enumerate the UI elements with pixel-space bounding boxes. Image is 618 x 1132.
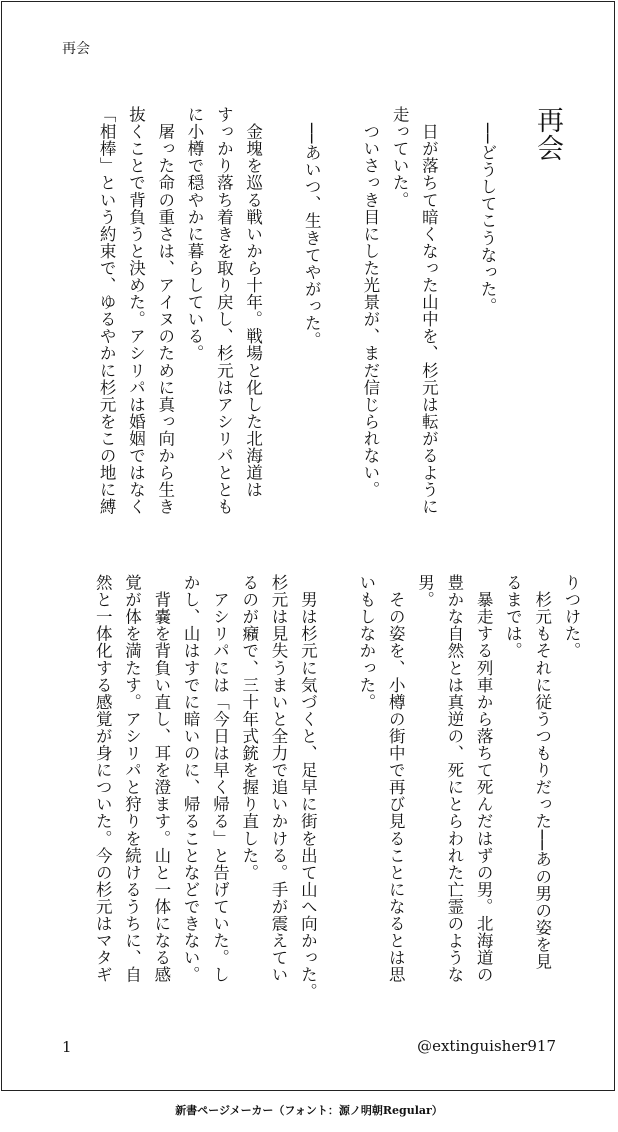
page-number: 1 — [62, 1038, 72, 1056]
text-column-upper: すっかり落ち着きを取り戻し、杉元はアシリパととも — [214, 106, 234, 516]
text-column-upper: ついさっき目にした光景が、まだ信じられない。 — [360, 106, 380, 499]
text-column-upper: 日が落ちて暗くなった山中を、杉元は転がるように — [419, 106, 439, 516]
text-column-lower: 男。 — [415, 574, 435, 609]
text-column-upper: に小樽で穏やかに暮らしている。 — [185, 106, 205, 362]
book-page — [1, 1, 615, 1091]
text-column-upper: ──どうしてこうなった。 — [478, 106, 497, 315]
text-column-lower: るまでは。 — [503, 574, 523, 660]
text-column-upper — [443, 106, 472, 526]
text-column-lower: りつけた。 — [562, 574, 581, 660]
text-column-lower: 男は杉元に気づくと、足早に街を出て山へ向かった。 — [298, 574, 318, 1001]
body-text-lower — [88, 574, 586, 1014]
text-column-lower: るのが癪で、三十年式銃を握り直した。 — [239, 574, 259, 881]
text-column-lower: 豊かな自然とは真逆の、死にとらわれた亡霊のような — [444, 574, 464, 984]
text-column-lower: いもしなかった。 — [356, 574, 376, 711]
text-column-lower: 覚が体を満たす。アシリパと狩りを続けるうちに、自 — [122, 574, 142, 984]
text-column-lower: 然と一体化する感覚が身についた。今の杉元はマタギ — [93, 574, 113, 984]
text-column-lower: 背嚢を背負い直し、耳を澄ます。山と一体になる感 — [151, 574, 171, 984]
text-column-upper: 走っていた。 — [390, 106, 410, 209]
text-column-lower: かし、山はすでに暗いのに、帰ることなどできない。 — [181, 574, 201, 984]
generator-credit: 新書ページメーカー（フォント：源ノ明朝Regular） — [175, 1104, 443, 1117]
text-column-lower: アシリパには「今日は早く帰る」と告げていた。し — [210, 574, 230, 984]
text-column-lower: 杉元は見失うまいと全力で追いかける。手が震えてい — [269, 574, 289, 984]
text-column-lower — [322, 574, 351, 1014]
running-head: 再会 — [62, 41, 90, 57]
text-column-lower: 杉元もそれに従うつもりだった──あの男の姿を見 — [532, 574, 552, 971]
text-column-upper — [268, 106, 297, 526]
text-column-lower: その姿を、小樽の街中で再び見ることになるとは思 — [386, 574, 406, 984]
text-column-upper: 金塊を巡る戦いから十年。戦場と化した北海道は — [243, 106, 263, 499]
chapter-title: 再会 — [532, 106, 563, 162]
text-column-upper — [326, 106, 355, 526]
author-handle: @extinguisher917 — [417, 1037, 556, 1055]
text-column-upper: ──あいつ、生きてやがった。 — [302, 106, 322, 349]
text-column-lower: 暴走する列車から落ちて死んだはずの男。北海道の — [474, 574, 494, 984]
text-column-upper: 「相棒」という約束で、ゆるやかに杉元をこの地に縛 — [97, 106, 117, 516]
text-column-upper: 屠った命の重さは、アイヌのために真っ向から生き — [155, 106, 175, 516]
body-text-upper — [92, 106, 502, 526]
text-column-upper: 抜くことで背負うと決めた。アシリパは婚姻ではなく — [126, 106, 146, 516]
